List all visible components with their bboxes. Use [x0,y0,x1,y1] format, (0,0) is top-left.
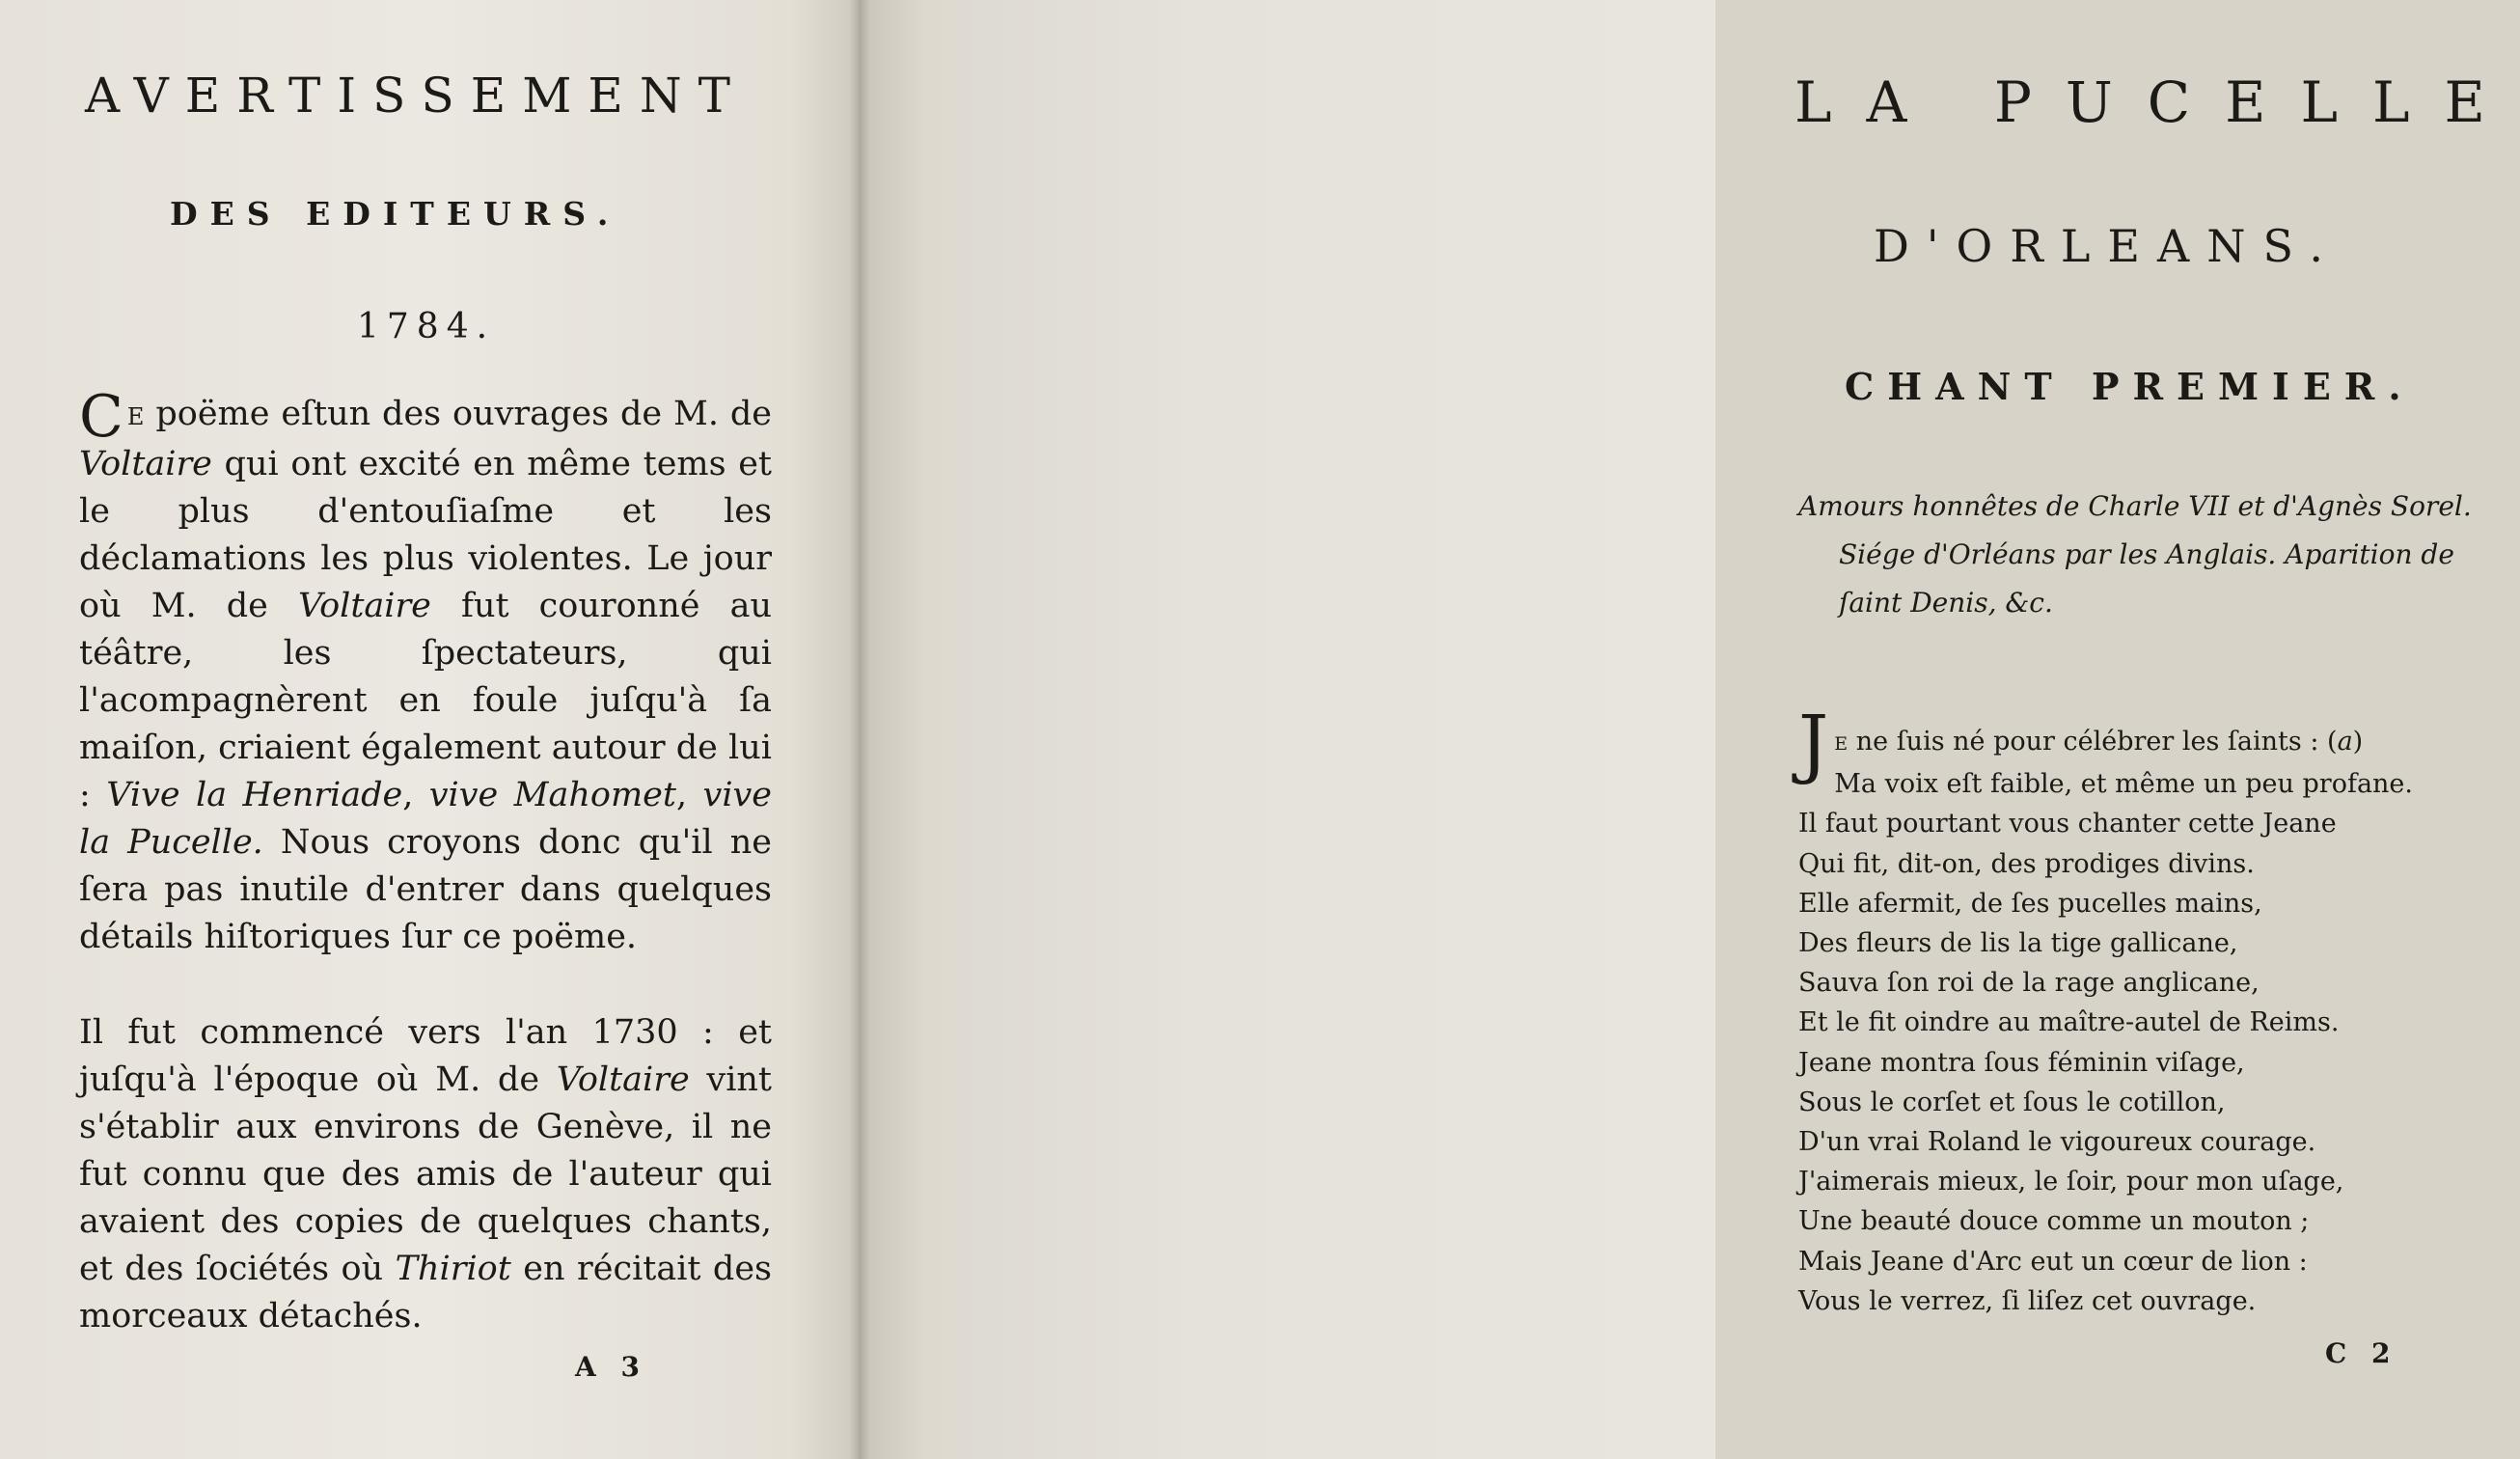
verse-line: Sous le corſet et ſous le cotillon, [1798,1087,2226,1117]
verse-line: Une beauté douce comme un mouton ; [1798,1206,2310,1237]
left-page-title: AVERTISSEMENT [85,68,748,124]
italic-quote: vive la Pucelle. [79,776,772,862]
text-run: qui ont excité en même tems et le plus d'entouſiaſme et les déclamations les plus violentes. Le jour où M. de [79,445,772,625]
signature-mark-left: A 3 [575,1351,647,1383]
preface-paragraph-1 [79,383,772,961]
italic-quote: vive Mahomet [428,776,676,814]
text-run: en récitait des morceaux détachés. [79,1250,773,1335]
text-run: ne ſuis né pour célébrer les ſaints : ( [1848,727,2338,757]
verse-line: J'aimerais mieux, le ſoir, pour mon uſage, [1798,1167,2344,1197]
argument-line: ſaint Denis, &c. [1839,587,2053,619]
left-page-subtitle: DES EDITEURS. [170,195,621,233]
left-page [0,0,859,1459]
preface-body [79,383,773,1340]
year-heading: 1784. [357,307,496,346]
verse-line: Des fleurs de lis la tige gallicane, [1798,928,2238,959]
canto-heading: CHANT PREMIER. [1845,365,2415,408]
show-through-text [145,145,154,185]
small-caps-text: E [126,403,145,430]
preface-paragraph-2 [79,1009,772,1340]
small-caps-text: E [1834,733,1849,755]
text-run: , [675,776,703,814]
verse-line: Sauva ſon roi de la rage anglicane, [1798,968,2260,999]
verse-line: Jeane montra ſous féminin viſage, [1798,1047,2245,1078]
verse-line: Ma voix eſt faible, et même un peu profane. [1834,769,2413,800]
text-run: vint s'établir aux environs de Genève, il ne fut connu que des amis de l'auteur qui avaient des copies de quelques chants, et des ſociétés où [79,1060,772,1288]
text-run: Nous croyons donc qu'il ne ſera pas inutile d'entrer dans quelques détails hiſtoriques ſur ce poëme. [79,823,772,956]
verse-line: Qui fit, dit-on, des prodiges divins. [1798,848,2255,879]
italic-name: Voltaire [79,445,212,483]
argument-line: Amours honnêtes de Charle VII et d'Agnès Sorel. [1798,490,2472,522]
note-reference: a [2337,727,2353,757]
poem-subtitle: D'ORLEANS. [1874,220,2341,272]
verse-line: D'un vrai Roland le vigoureux courage. [1798,1127,2316,1158]
text-run: fut couronné au téâtre, les ſpectateurs, qui l'acompagnèrent en foule juſqu'à ſa maiſon, criaient également autour de lui : [79,587,772,814]
argument-line: Siége d'Orléans par les Anglais. Aparition de [1839,538,2454,570]
text-run: ) [2352,727,2364,757]
italic-name: Voltaire [556,1060,690,1099]
poem-title: LA PUCELLE [1794,69,2520,135]
text-run: Il fut commencé vers l'an 1730 : et juſqu'à l'époque où M. de [79,1013,772,1099]
right-page [859,0,2520,1459]
verse-line: Vous le verrez, ſi liſez cet ouvrage. [1798,1285,2257,1316]
signature-mark-right: C 2 [2325,1337,2398,1369]
verse-line: Mais Jeane d'Arc eut un cœur de lion : [1798,1246,2308,1277]
italic-name: Thiriot [395,1250,511,1288]
verse-line: Elle afermit, de ſes pucelles mains, [1798,888,2262,919]
text-run: , [402,776,429,814]
italic-name: Voltaire [298,587,431,625]
poem-verses [1798,701,2493,1321]
italic-quote: Vive la Henriade [106,776,403,814]
canto-argument [1798,482,2493,627]
text-run: poëme eſtun des ouvrages de M. de [144,395,772,433]
verse-line: Il faut pourtant vous chanter cette Jeane [1798,809,2337,840]
drop-cap-c: C [79,383,123,451]
verse-line: Et le fit oindre au maître-autel de Reims. [1798,1007,2340,1038]
drop-cap-j: J [1798,701,1829,787]
